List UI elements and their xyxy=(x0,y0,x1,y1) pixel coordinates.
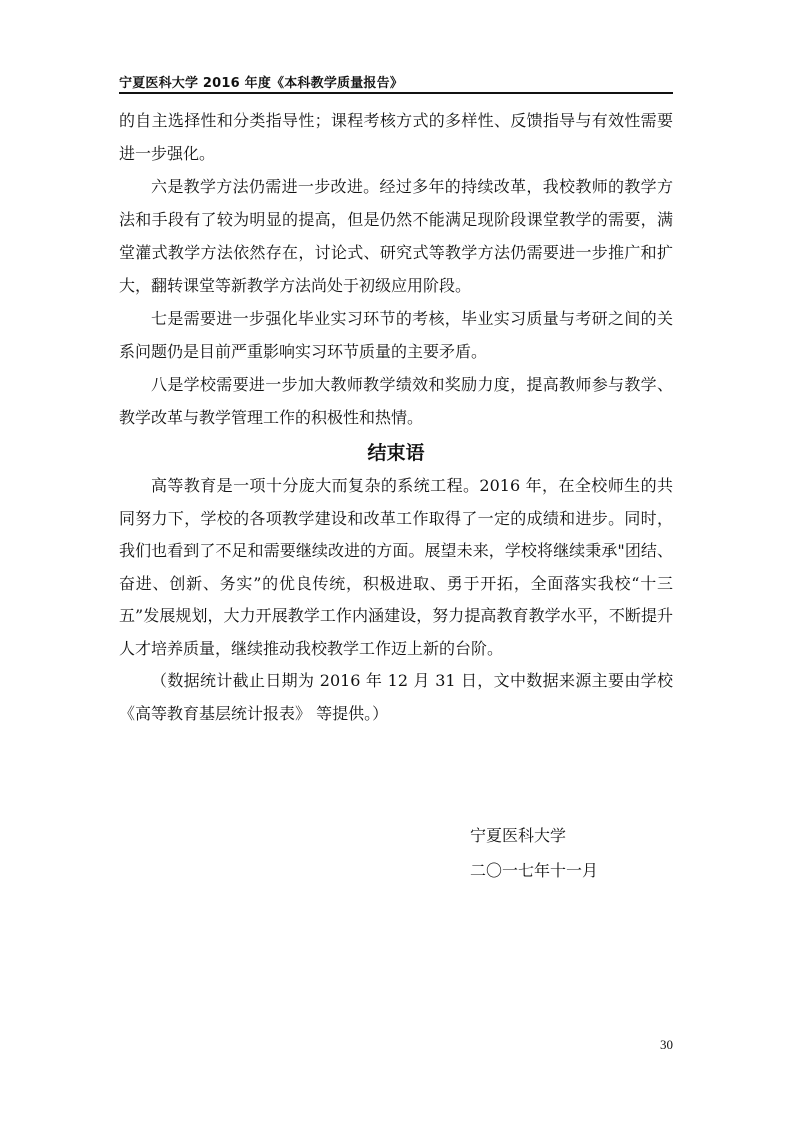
body-text xyxy=(119,104,673,730)
paragraph-internship: 七是需要进一步强化毕业实习环节的考核，毕业实习质量与考研之间的关系问题仍是目前严重影响实习环节质量的主要矛盾。 xyxy=(119,309,673,361)
signature-date: 二〇一七年十一月 xyxy=(470,861,599,880)
page-number: 30 xyxy=(660,1037,673,1052)
signature-org: 宁夏医科大学 xyxy=(470,826,567,845)
running-header: 宁夏医科大学 2016 年度《本科教学质量报告》 xyxy=(119,76,404,91)
paragraph-teaching-methods: 六是教学方法仍需进一步改进。经过多年的持续改革，我校教师的教学方法和手段有了较为明显的提高，但是仍然不能满足现阶段课堂教学的需要，满堂灌式教学方法依然存在，讨论式、研究式等教学方法仍需要进一步推广和扩大，翻转课堂等新教学方法尚处于初级应用阶段。 xyxy=(119,177,673,295)
paragraph-conclusion: 高等教育是一项十分庞大而复杂的系统工程。2016 年，在全校师生的共同努力下，学校的各项教学建设和改革工作取得了一定的成绩和进步。同时，我们也看到了不足和需要继续改进的方面。展望未来，学校将继续秉承"团结、奋进、创新、务实”的优良传统，积极进取、勇于开拓，全面落实我校“十三五”发展规划，大力开展教学工作内涵建设，努力提高教育教学水平，不断提升人才培养质量，继续推动我校教学工作迈上新的台阶。 xyxy=(119,476,673,658)
section-title-conclusion: 结束语 xyxy=(367,442,425,464)
paragraph-incentives: 八是学校需要进一步加大教师教学绩效和奖励力度，提高教师参与教学、教学改革与教学管理工作的积极性和热情。 xyxy=(119,375,673,427)
paragraph-continuation: 的自主选择性和分类指导性；课程考核方式的多样性、反馈指导与有效性需要进一步强化。 xyxy=(119,111,673,163)
paragraph-data-note: （数据统计截止日期为 2016 年 12 月 31 日，文中数据来源主要由学校《高等教育基层统计报表》 等提供。） xyxy=(119,671,673,723)
signature-block xyxy=(470,818,598,888)
header-divider xyxy=(119,92,673,94)
